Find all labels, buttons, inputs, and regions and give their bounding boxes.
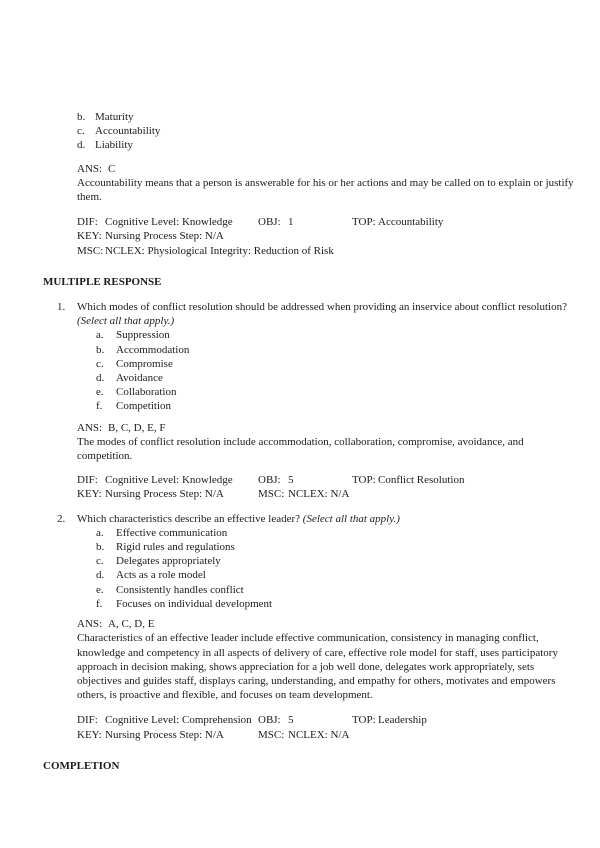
answer-option xyxy=(77,124,578,138)
msc-value: NCLEX: N/A xyxy=(288,728,350,741)
question-text xyxy=(77,512,578,526)
question-stem: Which modes of conflict resolution should be addressed when providing an inservice about conflict resolution? xyxy=(77,301,567,314)
options-list xyxy=(77,328,578,413)
obj-label: OBJ: xyxy=(258,714,281,727)
top-value: Leadership xyxy=(378,714,427,727)
top-value: Accountability xyxy=(378,216,444,229)
question-2 xyxy=(57,512,578,742)
option-text: Maturity xyxy=(95,111,134,123)
option-letter: e. xyxy=(96,386,104,399)
obj-label: OBJ: xyxy=(258,216,281,229)
obj-label: OBJ: xyxy=(258,474,281,487)
key-value: Nursing Process Step: N/A xyxy=(105,488,224,501)
answer-option xyxy=(96,328,578,342)
meta-row-key xyxy=(77,229,578,243)
answer-label: ANS: xyxy=(77,618,103,631)
option-letter: c. xyxy=(96,555,104,568)
option-text: Delegates appropriately xyxy=(116,555,221,568)
key-label: KEY: xyxy=(77,728,102,741)
msc-value: NCLEX: Physiological Integrity: Reduction of Risk xyxy=(105,244,334,257)
answer-value: B, C, D, E, F xyxy=(108,421,166,434)
answer-line xyxy=(77,162,578,176)
option-text: Effective communication xyxy=(116,526,228,539)
answer-option xyxy=(96,554,578,568)
answer-feedback: Characteristics of an effective leader include effective communication, consistency in managing conflict, knowledge and competency in all aspects of delivery of care, effective role model for staff, uses participatory approach in decision making, shows appreciation for a job well done, delegates work appropriately, sets objectives and guides staff, displays caring, understanding, and empathy for others, motivates and empowers others, is proactive and flexible, and focuses on team development. xyxy=(77,632,558,702)
question-1 xyxy=(57,300,578,502)
answer-option xyxy=(96,597,578,611)
key-label: KEY: xyxy=(77,230,102,243)
option-letter: f. xyxy=(96,400,103,413)
question-text xyxy=(77,300,578,328)
answer-label: ANS: xyxy=(77,162,103,175)
dif-value: Cognitive Level: Knowledge xyxy=(105,216,233,229)
top-label: TOP: xyxy=(352,714,376,727)
question-prompt-note: (Select all that apply.) xyxy=(77,315,175,328)
dif-label: DIF: xyxy=(77,474,98,487)
answer-option xyxy=(96,583,578,597)
option-letter: f. xyxy=(96,597,103,610)
option-letter: b. xyxy=(96,541,105,554)
meta-row-key xyxy=(77,728,578,742)
answer-value: A, C, D, E xyxy=(108,618,155,631)
answer-option xyxy=(96,526,578,540)
answer-option xyxy=(96,357,578,371)
option-text: Rigid rules and regulations xyxy=(116,541,235,554)
answer-option xyxy=(96,371,578,385)
option-letter: a. xyxy=(96,526,104,539)
option-letter: a. xyxy=(96,329,104,342)
answer-option xyxy=(96,540,578,554)
option-text: Accountability xyxy=(95,125,161,138)
answer-option xyxy=(96,343,578,357)
option-letter: b. xyxy=(96,343,105,356)
dif-label: DIF: xyxy=(77,216,98,229)
answer-option xyxy=(77,138,578,152)
obj-value: 5 xyxy=(288,714,294,727)
meta-row-dif xyxy=(77,473,578,487)
meta-row-msc xyxy=(77,244,578,258)
option-text: Competition xyxy=(116,400,171,413)
answer-option xyxy=(96,399,578,413)
msc-label: MSC: xyxy=(258,488,285,501)
option-text: Avoidance xyxy=(116,372,163,385)
question-number: 2. xyxy=(57,512,66,525)
question-metadata xyxy=(77,713,578,741)
option-text: Compromise xyxy=(116,357,173,370)
meta-row-dif xyxy=(77,215,578,229)
option-letter: e. xyxy=(96,583,104,596)
msc-label: MSC: xyxy=(258,728,285,741)
question-prompt-note: (Select all that apply.) xyxy=(302,512,400,525)
option-text: Liability xyxy=(95,139,133,152)
answer-option xyxy=(77,110,578,124)
option-text: Consistently handles conflict xyxy=(116,583,244,596)
option-letter: d. xyxy=(77,139,86,152)
key-value: Nursing Process Step: N/A xyxy=(105,728,224,741)
dif-value: Cognitive Level: Comprehension xyxy=(105,714,252,727)
option-text: Acts as a role model xyxy=(116,569,206,582)
meta-row-key xyxy=(77,487,578,501)
question-number: 1. xyxy=(57,301,66,314)
dif-label: DIF: xyxy=(77,714,98,727)
option-text: Collaboration xyxy=(116,386,177,399)
obj-value: 1 xyxy=(288,216,294,229)
obj-value: 5 xyxy=(288,474,294,487)
section-heading-multiple-response: MULTIPLE RESPONSE xyxy=(43,275,162,288)
answer-option xyxy=(96,385,578,399)
option-letter: d. xyxy=(96,569,105,582)
option-letter: c. xyxy=(77,125,85,138)
answer-line xyxy=(77,421,578,435)
option-letter: b. xyxy=(77,111,86,123)
msc-label: MSC: xyxy=(77,244,104,257)
top-value: Conflict Resolution xyxy=(378,474,465,487)
options-list xyxy=(77,526,578,611)
key-label: KEY: xyxy=(77,488,102,501)
msc-value: NCLEX: N/A xyxy=(288,488,350,501)
answer-value: C xyxy=(108,162,116,175)
option-text: Accommodation xyxy=(116,343,190,356)
section-heading-completion: COMPLETION xyxy=(43,759,120,772)
top-label: TOP: xyxy=(352,216,376,229)
meta-row-dif xyxy=(77,713,578,727)
answer-feedback: The modes of conflict resolution include accommodation, collaboration, compromise, avoidance, and competition. xyxy=(77,435,524,463)
answer-option xyxy=(96,568,578,582)
answer-feedback: Accountability means that a person is answerable for his or her actions and may be called on to explain or justify them. xyxy=(77,176,574,204)
key-value: Nursing Process Step: N/A xyxy=(105,230,224,243)
question-metadata xyxy=(77,473,578,501)
top-label: TOP: xyxy=(352,474,376,487)
option-text: Suppression xyxy=(116,329,170,342)
option-letter: c. xyxy=(96,357,104,370)
answer-line xyxy=(77,617,578,631)
option-text: Focuses on individual development xyxy=(116,597,273,610)
question-metadata xyxy=(77,215,578,258)
answer-label: ANS: xyxy=(77,421,103,434)
option-letter: d. xyxy=(96,372,105,385)
carryover-question-block xyxy=(77,110,578,258)
dif-value: Cognitive Level: Knowledge xyxy=(105,474,233,487)
question-stem: Which characteristics describe an effective leader? xyxy=(77,512,301,525)
